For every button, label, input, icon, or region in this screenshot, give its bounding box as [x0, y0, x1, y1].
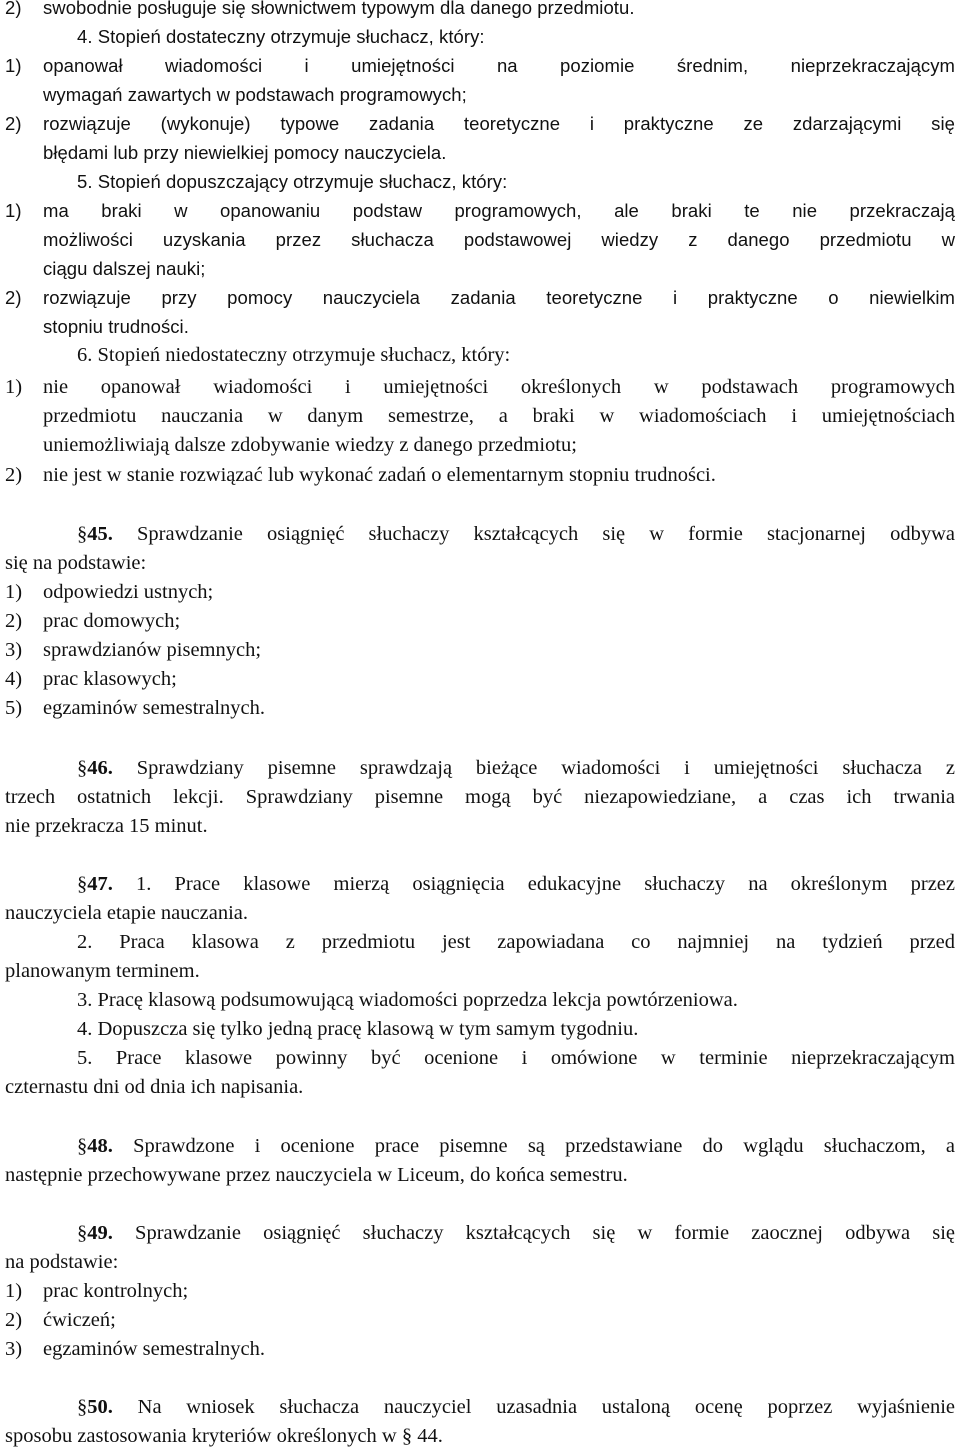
list-text-continuation: przedmiotu nauczania w danym semestrze, a braki w wiadomościach i umiejętnościach	[43, 405, 955, 427]
paragraph-text: Sprawdziany pisemne sprawdzają bieżące wiadomości i umiejętności słuchacza z	[136, 757, 955, 779]
list-text: odpowiedzi ustnych;	[43, 581, 214, 603]
list-text: sprawdzianów pisemnych;	[43, 639, 262, 661]
section-sign-icon: §	[77, 523, 88, 545]
list-number: 1)	[5, 1280, 23, 1302]
list-text: ma braki w opanowaniu podstaw programowych, ale braki te nie przekraczają	[43, 200, 955, 221]
section-sign-icon: §	[77, 1396, 88, 1418]
list-text-continuation: ciągu dalszej nauki;	[43, 258, 206, 279]
list-item	[5, 196, 955, 225]
list-item	[5, 636, 960, 665]
paragraph-continuation: na podstawie:	[5, 1251, 119, 1273]
list-text: prac kontrolnych;	[43, 1280, 189, 1302]
section-number: 49.	[87, 1222, 113, 1244]
list-text-continuation: uniemożliwiają dalsze zdobywanie wiedzy z danego przedmiotu;	[43, 434, 577, 456]
list-item	[5, 694, 960, 723]
list-number: 1)	[5, 55, 22, 76]
paragraph-continuation: planowanym terminem.	[5, 960, 200, 982]
list-item	[5, 461, 960, 490]
paragraph-continuation: sposobu zastosowania kryteriów określonych w § 44.	[5, 1425, 443, 1447]
paragraph-text: Sprawdzone i ocenione prace pisemne są przedstawiane do wglądu słuchaczom, a	[133, 1135, 956, 1157]
paragraph-continuation: nauczyciela etapie nauczania.	[5, 902, 248, 924]
list-number: 2)	[5, 1309, 23, 1331]
list-item	[5, 1306, 960, 1335]
section-50-first-line	[77, 1393, 955, 1422]
grade-4-heading: 4. Stopień dostateczny otrzymuje słuchacz, który:	[77, 26, 485, 47]
list-item	[5, 1277, 960, 1306]
paragraph-text: 3. Pracę klasową podsumowującą wiadomości poprzedza lekcja powtórzeniowa.	[77, 989, 738, 1011]
list-text: ćwiczeń;	[43, 1309, 116, 1331]
list-text: prac klasowych;	[43, 668, 177, 690]
list-text-continuation: możliwości uzyskania przez słuchacza podstawowej wiedzy z danego przedmiotu w	[43, 229, 955, 250]
list-number: 5)	[5, 697, 23, 719]
paragraph-text: Sprawdzanie osiągnięć słuchaczy kształcących się w formie zaocznej odbywa się	[135, 1222, 955, 1244]
paragraph-text: 4. Dopuszcza się tylko jedną pracę klasową w tym samym tygodniu.	[77, 1018, 639, 1040]
list-number: 2)	[5, 0, 22, 18]
section-48-first-line	[77, 1132, 955, 1161]
paragraph-continuation: nie przekracza 15 minut.	[5, 815, 208, 837]
section-46-first-line	[77, 754, 955, 783]
grade-5-heading: 5. Stopień dopuszczający otrzymuje słuchacz, który:	[77, 171, 508, 192]
list-text: swobodnie posługuje się słownictwem typowym dla danego przedmiotu.	[43, 0, 635, 18]
section-sign-icon: §	[77, 757, 88, 779]
paragraph-text: 2. Praca klasowa z przedmiotu jest zapowiadana co najmniej na tydzień przed	[77, 931, 955, 953]
list-text: rozwiązuje przy pomocy nauczyciela zadania teoretyczne i praktyczne o niewielkim	[43, 287, 955, 308]
list-number: 2)	[5, 464, 23, 486]
list-number: 2)	[5, 113, 22, 134]
section-number: 47.	[87, 873, 113, 895]
paragraph-text: Sprawdzanie osiągnięć słuchaczy kształcących się w formie stacjonarnej odbywa	[137, 523, 956, 545]
list-item	[5, 607, 960, 636]
paragraph-text: 5. Prace klasowe powinny być ocenione i omówione w terminie nieprzekraczającym	[77, 1047, 955, 1069]
list-text: nie opanował wiadomości i umiejętności określonych w podstawach programowych	[43, 376, 955, 398]
section-sign-icon: §	[77, 1222, 88, 1244]
list-text-continuation: stopniu trudności.	[43, 316, 189, 337]
list-text: egzaminów semestralnych.	[43, 1338, 266, 1360]
list-number: 3)	[5, 639, 23, 661]
list-item	[5, 665, 960, 694]
list-text-continuation: błędami lub przy niewielkiej pomocy nauczyciela.	[43, 142, 447, 163]
list-text: opanował wiadomości i umiejętności na poziomie średnim, nieprzekraczającym	[43, 55, 955, 76]
list-number: 4)	[5, 668, 23, 690]
paragraph-continuation: się na podstawie:	[5, 552, 147, 574]
list-number: 1)	[5, 200, 22, 221]
list-item	[5, 0, 960, 22]
list-number: 3)	[5, 1338, 23, 1360]
list-number: 2)	[5, 610, 23, 632]
list-item	[5, 578, 960, 607]
list-item	[5, 109, 955, 138]
section-47-first-line	[77, 870, 955, 899]
list-item	[5, 1335, 960, 1364]
paragraph-continuation: następnie przechowywane przez nauczyciela w Liceum, do końca semestru.	[5, 1164, 628, 1186]
section-number: 50.	[87, 1396, 113, 1418]
section-45-first-line	[77, 520, 955, 549]
list-number: 1)	[5, 581, 23, 603]
list-text: prac domowych;	[43, 610, 181, 632]
section-49-first-line	[77, 1219, 955, 1248]
list-number: 2)	[5, 287, 22, 308]
list-item	[5, 51, 955, 80]
list-text-continuation: wymagań zawartych w podstawach programowych;	[43, 84, 467, 105]
section-number: 45.	[87, 523, 113, 545]
list-item	[5, 373, 955, 402]
section-number: 48.	[87, 1135, 113, 1157]
grade-6-heading: 6. Stopień niedostateczny otrzymuje słuchacz, który:	[77, 344, 511, 366]
paragraph-continuation: trzech ostatnich lekcji. Sprawdziany pisemne mogą być niezapowiedziane, a czas ich trwania	[5, 786, 955, 808]
section-number: 46.	[87, 757, 113, 779]
list-number: 1)	[5, 376, 23, 398]
list-text: nie jest w stanie rozwiązać lub wykonać zadań o elementarnym stopniu trudności.	[43, 464, 716, 486]
section-sign-icon: §	[77, 1135, 88, 1157]
list-text: egzaminów semestralnych.	[43, 697, 266, 719]
list-text: rozwiązuje (wykonuje) typowe zadania teoretyczne i praktyczne ze zdarzającymi się	[43, 113, 955, 134]
section-sign-icon: §	[77, 873, 88, 895]
list-item	[5, 283, 955, 312]
paragraph-text: Na wniosek słuchacza nauczyciel uzasadnia ustaloną ocenę poprzez wyjaśnienie	[137, 1396, 955, 1418]
paragraph-text: 1. Prace klasowe mierzą osiągnięcia edukacyjne słuchaczy na określonym przez	[136, 873, 955, 895]
paragraph-continuation: czternastu dni od dnia ich napisania.	[5, 1076, 304, 1098]
